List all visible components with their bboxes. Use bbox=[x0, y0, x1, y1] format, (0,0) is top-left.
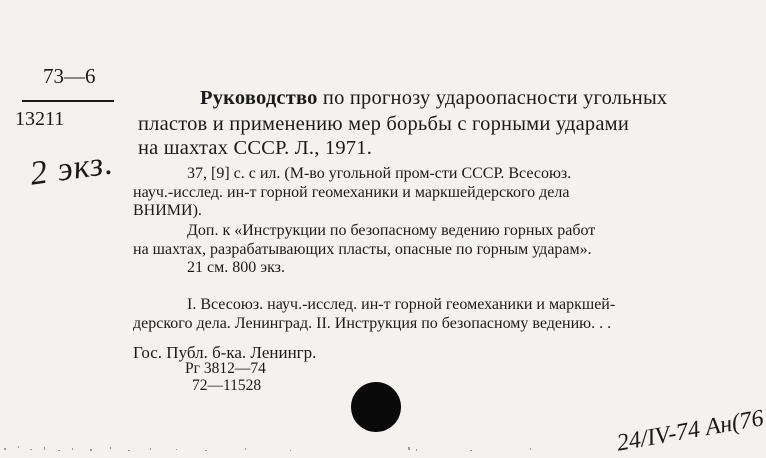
note-line-1: Доп. к «Инструкции по безопасному ведению горных работ bbox=[187, 222, 596, 239]
title-line-1-rest: по прогнозу удароопасности угольных bbox=[317, 87, 668, 109]
call-number-bottom: 13211 bbox=[15, 108, 65, 130]
series-line-1: науч.-исслед. ин-т горной геомеханики и маркшейдерского дела bbox=[133, 184, 570, 201]
call-number-divider bbox=[22, 100, 114, 102]
imprint-line: на шахтах СССР. Л., 1971. bbox=[138, 137, 373, 159]
tracing-line-1: I. Всесоюз. науч.-исслед. ин-т горной геомеханики и маркшей- bbox=[187, 296, 616, 313]
card-punch-hole bbox=[351, 382, 401, 432]
size-copies-line: 21 см. 800 экз. bbox=[187, 259, 285, 276]
note-line-2: на шахтах, разрабатывающих пласты, опасные по горным ударам». bbox=[133, 241, 592, 258]
handwritten-date: 24/IV-74 Ан(76 bbox=[614, 405, 766, 457]
library-stamp: Гос. Публ. б-ка. Ленингр. bbox=[133, 343, 317, 362]
title-line-1 bbox=[200, 87, 667, 110]
handwritten-copies-note: 2 экз. bbox=[27, 144, 116, 193]
tracing-line-2: дерского дела. Ленинград. II. Инструкция по безопасному ведению. . . bbox=[133, 315, 612, 332]
title-main-word: Руководство bbox=[200, 87, 318, 109]
collation-line: 37, [9] с. с ил. (М-во угольной пром-сти СССР. Всесоюз. bbox=[187, 165, 572, 182]
series-line-2: ВНИМИ). bbox=[133, 202, 202, 219]
order-number: Рг 3812—74 bbox=[185, 360, 266, 377]
call-number-top: 73—6 bbox=[43, 64, 96, 88]
title-line-2: пластов и применению мер борьбы с горными ударами bbox=[138, 113, 630, 135]
bottom-edge-specks bbox=[0, 432, 750, 457]
card-number: 72—11528 bbox=[192, 377, 262, 394]
